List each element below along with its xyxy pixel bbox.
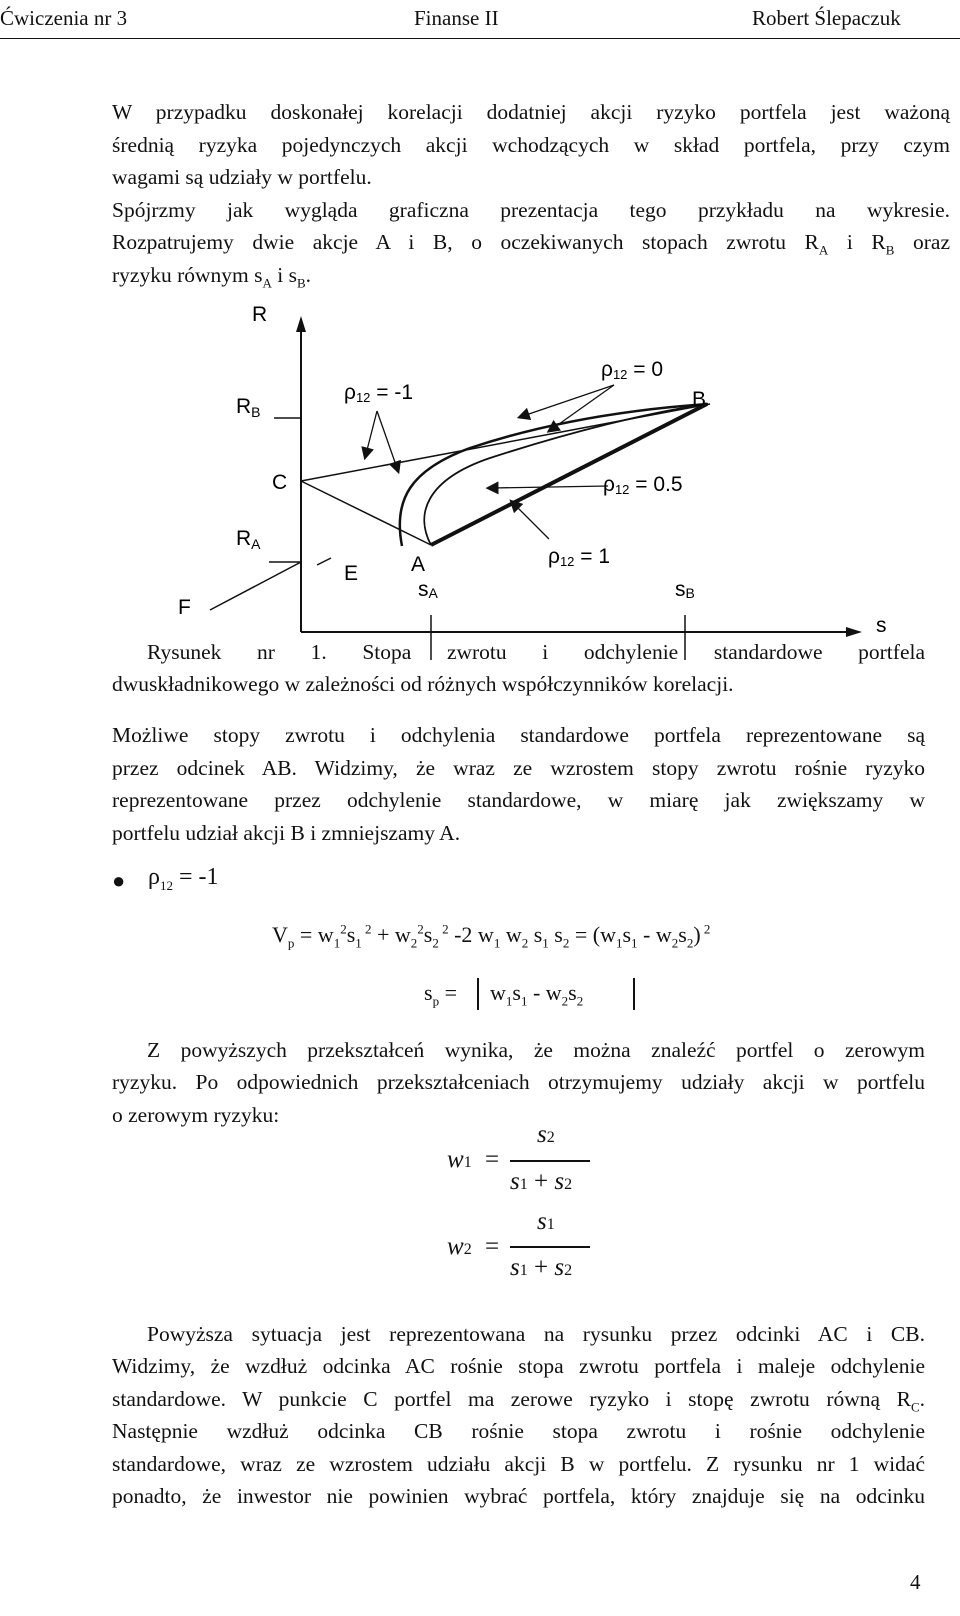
axis-label-s: s — [876, 614, 887, 637]
header-right: Robert Ślepaczuk — [752, 6, 901, 30]
paragraph-3 — [147, 1034, 925, 1067]
y-axis-arrowhead — [296, 316, 306, 332]
label-rho-05: ρ12 = 0.5 — [603, 473, 683, 497]
w1-equals: = — [485, 1146, 500, 1173]
label-rb: RB — [236, 395, 261, 420]
intro-line: średnią ryzyka pojedynczych akcji wchodzących w skład portfela, przy czym — [112, 132, 950, 157]
w1-lhs: w1 — [447, 1146, 472, 1173]
bullet-icon: ● — [112, 868, 126, 893]
paragraph-4 — [147, 1318, 925, 1351]
arrow-rho-1 — [514, 504, 549, 539]
segment-c-b — [301, 404, 710, 481]
intro-line: ryzyku równym $s_A$ i $s_B$. — [112, 262, 312, 290]
paragraph-3-cont — [112, 1066, 925, 1131]
caption-line: dwuskładnikowego w zależności od różnych współczynników korelacji. — [112, 672, 734, 696]
header-rule — [0, 38, 960, 39]
w1-denominator: s1 + s2 — [510, 1168, 573, 1195]
w1-numerator: s2 — [537, 1121, 555, 1148]
label-sb: sB — [675, 578, 695, 601]
header-left: Ćwiczenia nr 3 — [0, 6, 128, 30]
paragraph-4-cont — [112, 1350, 925, 1513]
label-rho-m1: ρ12 = -1 — [344, 381, 414, 405]
w1-fraction-bar — [510, 1160, 590, 1162]
intro-line: wagami są udziały w portfelu. — [112, 165, 372, 189]
point-c: C — [272, 471, 288, 494]
para2-line: Możliwe stopy zwrotu i odchylenia standardowe portfela reprezentowane są — [112, 723, 925, 747]
para4-line: standardowe, wraz ze wzrostem udziału akcji B w portfelu. Z rysunku nr 1 widać — [112, 1451, 925, 1476]
arrow-rho-0-a — [523, 385, 614, 416]
para3-line: ryzyku. Po odpowiednich przekształceniach otrzymujemy udziały akcji w portfelu — [112, 1070, 925, 1094]
line-e — [317, 558, 331, 565]
para3-line: Z powyższych przekształceń wynika, że można znaleźć portfel o zerowym — [147, 1038, 925, 1062]
para4-line: Widzimy, że wzdłuż odcinka AC rośnie stopa zwrotu portfela i maleje odchylenie — [112, 1354, 925, 1378]
w2-denominator: s1 + s2 — [510, 1254, 573, 1281]
label-sa: sA — [418, 578, 438, 601]
caption-line: Rysunek nr 1. Stopa zwrotu i odchylenie standardowe portfela — [147, 640, 925, 664]
w2-numerator: s1 — [537, 1208, 555, 1235]
arrow-rho-0-b — [552, 385, 614, 429]
para2-line: portfelu udział akcji B i zmniejszamy A. — [112, 820, 461, 845]
label-rho-1: ρ12 = 1 — [548, 545, 611, 569]
w2-equals: = — [485, 1233, 500, 1260]
portfolio-correlation-figure — [0, 290, 960, 670]
abs-bar-left — [477, 978, 479, 1010]
para4-line: standardowe. W punkcie C portfel ma zerowe ryzyko i stopę zwrotu równą $R_C$. — [112, 1386, 925, 1414]
abs-bar-right — [633, 978, 635, 1010]
label-ra: RA — [236, 527, 261, 552]
para2-line: reprezentowane przez odchylenie standardowe, w miarę jak zwiększamy w — [112, 788, 925, 812]
stdev-equation: $s_p$ = — [424, 980, 457, 1009]
point-a: A — [411, 553, 426, 576]
w2-lhs: w2 — [447, 1233, 472, 1260]
para3-line: o zerowym ryzyku: — [112, 1102, 280, 1127]
arrow-rho-m1-b — [377, 411, 397, 468]
figure-caption — [147, 636, 925, 669]
para2-line: przez odcinek AB. Widzimy, że wraz ze wzrostem stopy zwrotu rośnie ryzyko — [112, 755, 925, 780]
bullet-rho: $\rho_{12} = -1$ — [148, 864, 219, 893]
page-number: 4 — [910, 1570, 921, 1594]
stdev-abs-value: $w_1s_1 - w_2s_2$ — [490, 980, 584, 1009]
intro-line: Rozpatrujemy dwie akcje A i B, o oczekiwanych stopach zwrotu $R_A$ i $R_B$ oraz — [112, 230, 950, 258]
arrow-rho-m1-a — [366, 411, 377, 454]
label-rho-0: ρ12 = 0 — [601, 358, 664, 382]
header-center: Finanse II — [414, 6, 499, 30]
para4-line: ponadto, że inwestor nie powinien wybrać portfela, który znajduje się na odcinku — [112, 1484, 925, 1508]
intro-line: W przypadku doskonałej korelacji dodatniej akcji ryzyko portfela jest ważoną — [112, 100, 950, 124]
point-f: F — [178, 596, 191, 619]
para4-line: Następnie wzdłuż odcinka CB rośnie stopa zwrotu i rośnie odchylenie — [112, 1419, 925, 1443]
variance-equation: $V_p = w_1^2s_1$ $^2 + w_2^2s_2$ $^2$ -2 $w_1$ $w_2$ $s_1$ $s_2 = (w_1s_1 - w_2s_2)$ $^2$ — [272, 921, 711, 951]
para4-line: Powyższa sytuacja jest reprezentowana na rysunku przez odcinki AC i CB. — [147, 1322, 925, 1346]
point-e: E — [344, 562, 359, 585]
segment-a-c — [301, 481, 431, 545]
axis-label-r: R — [252, 303, 268, 326]
point-b: B — [692, 388, 707, 411]
intro-paragraph — [112, 96, 950, 291]
line-f-to-axis — [210, 562, 301, 610]
paragraph-2 — [112, 719, 925, 849]
intro-line: Spójrzmy jak wygląda graficzna prezentacja tego przykładu na wykresie. — [112, 197, 950, 222]
w2-fraction-bar — [510, 1246, 590, 1248]
